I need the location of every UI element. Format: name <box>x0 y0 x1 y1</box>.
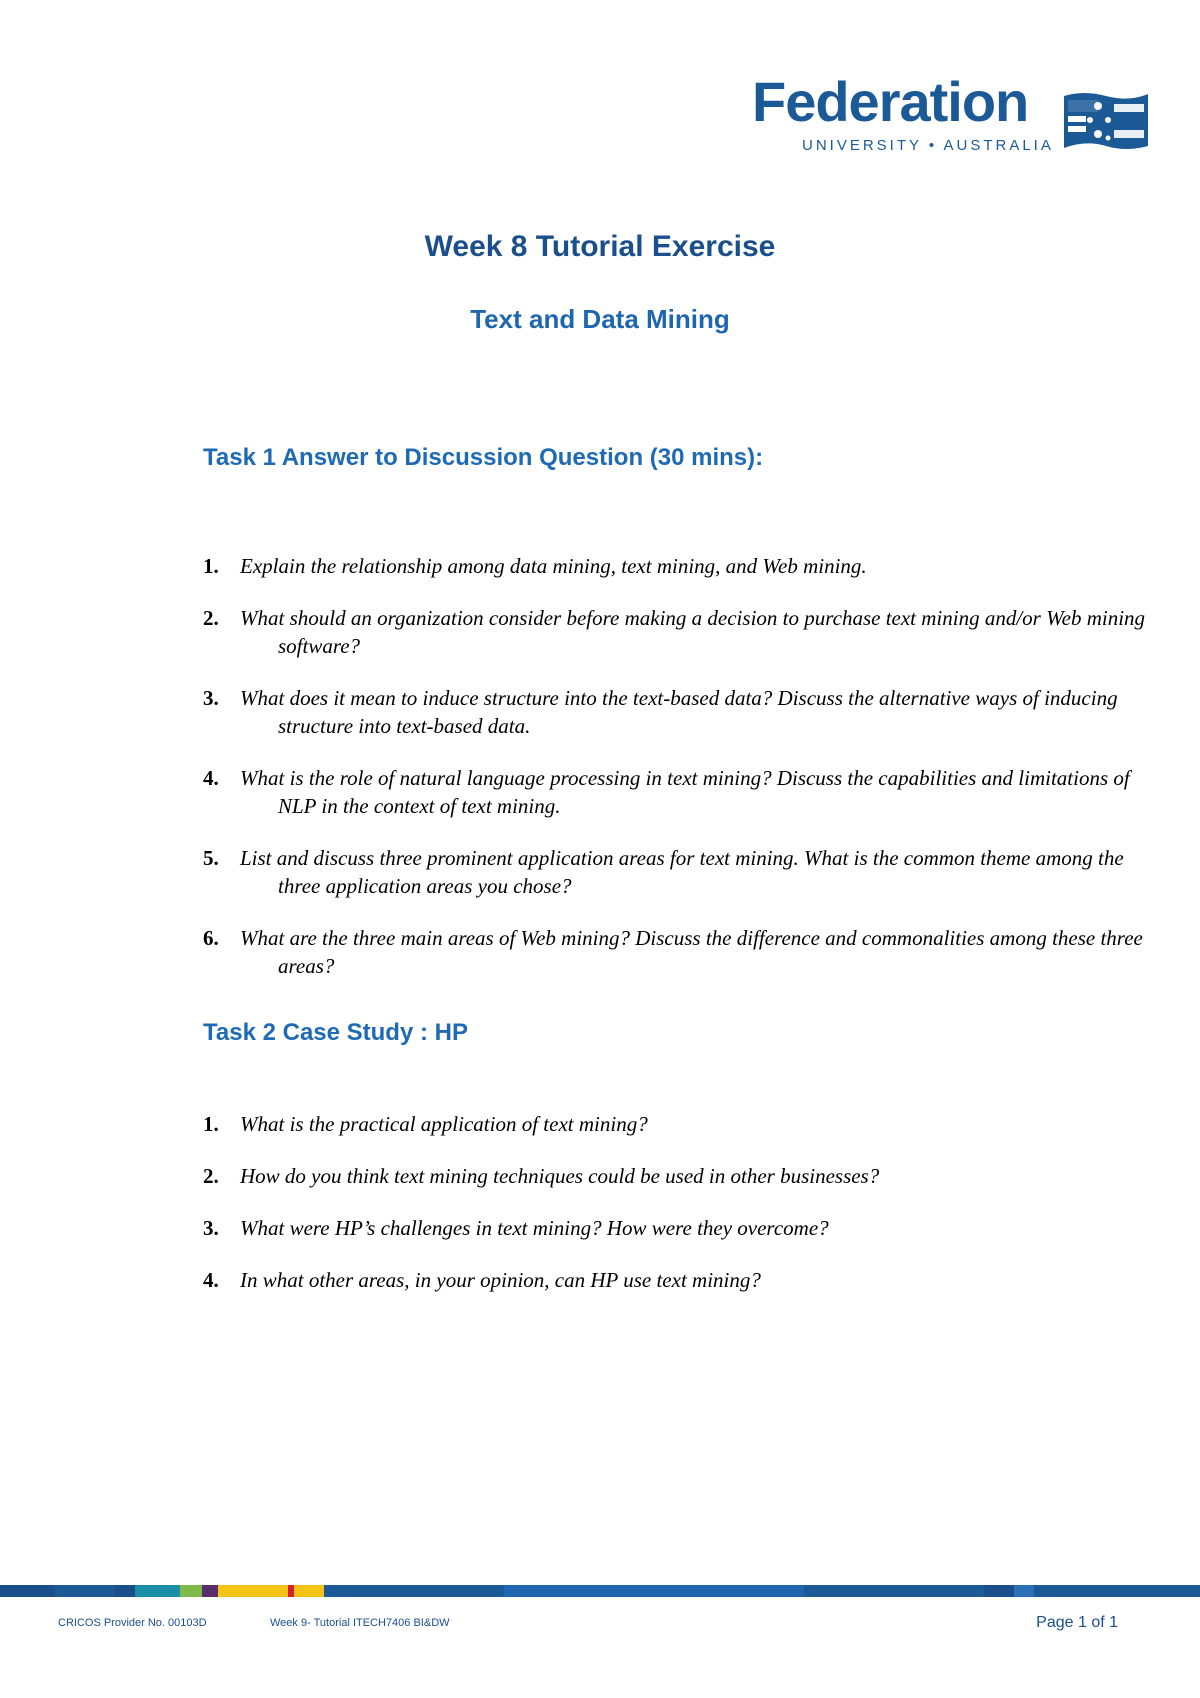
question-number: 4. <box>203 1268 219 1292</box>
question-number: 4. <box>203 766 219 790</box>
bar-segment <box>115 1585 135 1597</box>
task1-heading: Task 1 Answer to Discussion Question (30 mins): <box>203 444 764 471</box>
list-item <box>203 1214 1163 1242</box>
question-number: 1. <box>203 1112 219 1136</box>
question-text: What is the role of natural language processing in text mining? Discuss the capabilities and limitations of NLP in the context of text mining. <box>240 766 1130 818</box>
bar-segment <box>0 1585 55 1597</box>
task2-question-list <box>203 1110 1163 1294</box>
federation-logo <box>752 70 1148 162</box>
question-text: What are the three main areas of Web mining? Discuss the difference and commonalities among these three areas? <box>240 926 1143 978</box>
question-text: What is the practical application of text mining? <box>240 1112 648 1136</box>
question-text: What does it mean to induce structure into the text-based data? Discuss the alternative ways of inducing structure into text-based data. <box>240 686 1118 738</box>
list-item <box>203 1266 1163 1294</box>
list-item <box>203 844 1163 900</box>
list-item <box>203 604 1163 660</box>
bar-segment <box>324 1585 504 1597</box>
logo-subtitle: UNIVERSITY • AUSTRALIA <box>802 137 1054 154</box>
bar-segment <box>504 1585 804 1597</box>
bar-segment <box>55 1585 115 1597</box>
footer-course: Week 9- Tutorial ITECH7406 BI&DW <box>270 1617 450 1629</box>
footer-page-number: Page 1 of 1 <box>1036 1614 1118 1631</box>
flag-logo-icon <box>1064 86 1148 158</box>
page-title: Week 8 Tutorial Exercise <box>424 230 776 263</box>
footer-color-bar <box>0 1585 1200 1597</box>
bar-segment <box>294 1585 324 1597</box>
question-text: What were HP’s challenges in text mining? How were they overcome? <box>240 1216 829 1240</box>
list-item <box>203 552 1163 580</box>
list-item <box>203 924 1163 980</box>
bar-segment <box>218 1585 288 1597</box>
page-subtitle: Text and Data Mining <box>470 304 730 334</box>
footer-cricos: CRICOS Provider No. 00103D <box>58 1617 207 1629</box>
question-number: 3. <box>203 1216 219 1240</box>
list-item <box>203 684 1163 740</box>
bar-segment <box>1034 1585 1200 1597</box>
task1-question-list <box>203 552 1163 980</box>
question-text: How do you think text mining techniques could be used in other businesses? <box>240 1164 880 1188</box>
bar-segment <box>202 1585 218 1597</box>
list-item <box>203 1162 1163 1190</box>
question-number: 2. <box>203 1164 219 1188</box>
question-text: What should an organization consider before making a decision to purchase text mining and/or Web mining software? <box>240 606 1146 658</box>
question-number: 2. <box>203 606 219 630</box>
question-number: 6. <box>203 926 219 950</box>
bar-segment <box>804 1585 984 1597</box>
question-number: 5. <box>203 846 219 870</box>
question-text: In what other areas, in your opinion, can HP use text mining? <box>240 1268 761 1292</box>
list-item <box>203 1110 1163 1138</box>
logo-wordmark: Federation <box>752 70 1029 133</box>
question-number: 3. <box>203 686 219 710</box>
list-item <box>203 764 1163 820</box>
task2-heading: Task 2 Case Study : HP <box>203 1019 468 1046</box>
question-text: List and discuss three prominent application areas for text mining. What is the common theme among the three application areas you chose? <box>240 846 1124 898</box>
bar-segment <box>1014 1585 1034 1597</box>
bar-segment <box>984 1585 1014 1597</box>
bar-segment <box>135 1585 180 1597</box>
question-number: 1. <box>203 554 219 578</box>
bar-segment <box>180 1585 202 1597</box>
question-text: Explain the relationship among data mining, text mining, and Web mining. <box>240 554 867 578</box>
